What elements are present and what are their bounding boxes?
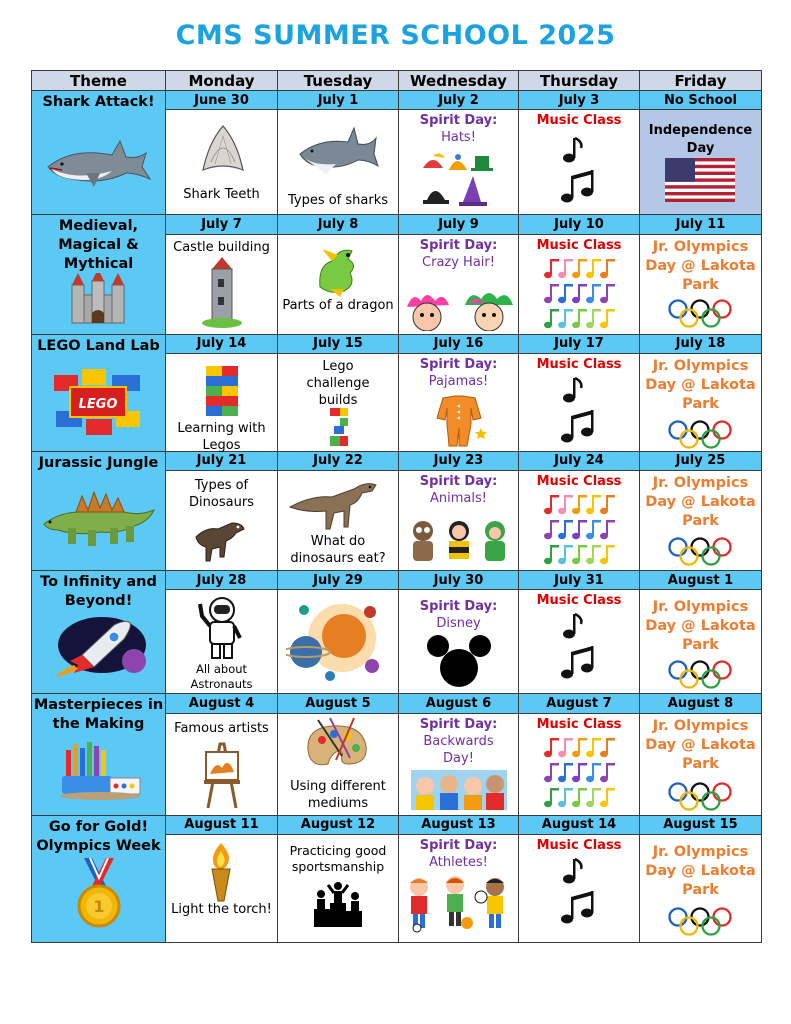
olympics-text: Jr. Olympics Day @ Lakota Park	[645, 843, 756, 898]
activity-text: Types of Dinosaurs	[189, 478, 254, 511]
spirit-day-text: Backwards Day!	[423, 733, 494, 766]
header-tuesday: Tuesday	[278, 71, 399, 91]
crazy-hair-icon	[405, 289, 515, 331]
theme-name: Jurassic Jungle	[38, 454, 159, 471]
holiday-text: Independence Day	[648, 123, 753, 157]
activity-text: Lego challenge builds	[306, 358, 370, 408]
music-class-label: Music Class	[536, 593, 622, 609]
thursday-cell	[519, 353, 640, 451]
olympics-text: Jr. Olympics Day @ Lakota Park	[645, 238, 756, 293]
olympic-rings-icon	[668, 782, 732, 812]
date: August 14	[519, 815, 640, 834]
music-notes-icon	[557, 610, 601, 682]
music-class-label: Music Class	[536, 716, 622, 732]
header-thursday: Thursday	[519, 71, 640, 91]
date: July 30	[399, 571, 519, 590]
activity-text: Practicing good sportsmanship	[289, 842, 387, 874]
date: July 18	[640, 334, 762, 353]
date: August 12	[278, 815, 399, 834]
week-3-date-row	[32, 334, 762, 353]
date: August 6	[399, 694, 519, 713]
music-class-label: Music Class	[536, 474, 622, 490]
week-2-date-row	[32, 215, 762, 234]
olympics-text: Jr. Olympics Day @ Lakota Park	[645, 475, 756, 530]
date: July 22	[278, 451, 399, 470]
monday-cell	[166, 110, 278, 215]
svg-text:LEGO: LEGO	[78, 396, 118, 412]
torch-icon	[206, 841, 236, 903]
spirit-day-text: Pajamas!	[428, 373, 489, 389]
date: July 28	[166, 571, 278, 590]
spirit-day-label: Spirit Day:	[419, 837, 498, 853]
wednesday-cell	[399, 234, 519, 334]
week-5-date-row	[32, 571, 762, 590]
monday-cell	[166, 353, 278, 451]
olympic-rings-icon	[668, 537, 732, 567]
spirit-day-text: Hats!	[441, 130, 476, 146]
thursday-cell	[519, 110, 640, 215]
activity-text: Learning with Legos	[177, 420, 266, 453]
tuesday-cell	[278, 110, 399, 215]
lego-bricks-icon	[328, 408, 350, 448]
monday-cell	[166, 590, 278, 694]
music-class-label: Music Class	[536, 237, 622, 253]
lego-tower-icon	[202, 364, 242, 418]
olympics-text: Jr. Olympics Day @ Lakota Park	[645, 599, 756, 654]
friday-cell	[640, 834, 762, 942]
date: July 24	[519, 451, 640, 470]
olympics-text: Jr. Olympics Day @ Lakota Park	[645, 357, 756, 412]
date: July 1	[278, 91, 399, 110]
date: June 30	[166, 91, 278, 110]
wednesday-cell	[399, 110, 519, 215]
friday-cell	[640, 234, 762, 334]
astronaut-icon	[198, 594, 244, 660]
spirit-day-label: Spirit Day:	[419, 237, 498, 253]
tuesday-cell	[278, 713, 399, 815]
tuesday-cell	[278, 834, 399, 942]
spirit-day-label: Spirit Day:	[419, 599, 498, 615]
theme-cell	[32, 451, 166, 570]
week-1-date-row	[32, 91, 762, 110]
theme-cell	[32, 334, 166, 451]
wednesday-cell	[399, 590, 519, 694]
date: July 8	[278, 215, 399, 234]
friday-cell	[640, 353, 762, 451]
schedule-table	[31, 70, 762, 943]
header-wednesday: Wednesday	[399, 71, 519, 91]
thursday-cell	[519, 471, 640, 571]
wednesday-cell	[399, 353, 519, 451]
theme-name: Masterpieces in the Making	[33, 697, 164, 733]
olympic-rings-icon	[668, 907, 732, 937]
date: August 5	[278, 694, 399, 713]
tuesday-cell	[278, 353, 399, 451]
colorful-notes-icon	[541, 491, 617, 565]
date: July 17	[519, 334, 640, 353]
activity-text: Types of sharks	[287, 193, 389, 209]
friday-cell	[640, 110, 762, 215]
thursday-cell	[519, 590, 640, 694]
spirit-day-text: Crazy Hair!	[422, 254, 495, 270]
shark-icon	[42, 133, 154, 193]
tower-icon	[200, 257, 244, 329]
date: August 4	[166, 694, 278, 713]
castle-icon	[70, 273, 126, 325]
activity-text: Parts of a dragon	[282, 297, 394, 313]
theme-cell	[32, 571, 166, 694]
friday-cell	[640, 471, 762, 571]
date: July 3	[519, 91, 640, 110]
thursday-cell	[519, 713, 640, 815]
art-supplies-icon	[56, 736, 142, 800]
monday-cell	[166, 713, 278, 815]
theme-name: Medieval, Magical & Mythical	[58, 218, 139, 273]
pajamas-icon	[429, 394, 489, 448]
date: July 23	[399, 451, 519, 470]
spirit-day-text: Disney	[436, 616, 481, 632]
header-friday: Friday	[640, 71, 762, 91]
spirit-day-text: Athletes!	[429, 854, 488, 870]
thursday-cell	[519, 234, 640, 334]
olympics-text: Jr. Olympics Day @ Lakota Park	[645, 717, 756, 772]
rocket-icon	[52, 615, 148, 679]
date: July 7	[166, 215, 278, 234]
date: July 11	[640, 215, 762, 234]
activity-text: All about Astronauts	[190, 662, 253, 692]
tuesday-cell	[278, 234, 399, 334]
date: July 15	[278, 334, 399, 353]
theme-name: To Infinity and Beyond!	[40, 574, 157, 610]
date: August 1	[640, 571, 762, 590]
activity-text: Light the torch!	[171, 901, 272, 917]
date: July 31	[519, 571, 640, 590]
date: July 16	[399, 334, 519, 353]
spirit-day-label: Spirit Day:	[419, 716, 498, 732]
friday-cell	[640, 590, 762, 694]
week-6-date-row	[32, 694, 762, 713]
spirit-day-label: Spirit Day:	[419, 113, 498, 129]
colorful-notes-icon	[541, 734, 617, 808]
header-monday: Monday	[166, 71, 278, 91]
backwards-kids-icon	[411, 770, 507, 810]
wednesday-cell	[399, 471, 519, 571]
theme-cell	[32, 91, 166, 215]
music-class-label: Music Class	[536, 113, 622, 129]
activity-text: Famous artists	[174, 720, 269, 736]
theme-name: Shark Attack!	[42, 94, 155, 111]
mickey-ears-icon	[427, 634, 491, 688]
date: August 11	[166, 815, 278, 834]
music-notes-icon	[557, 374, 601, 446]
olympic-rings-icon	[668, 420, 732, 450]
date: July 14	[166, 334, 278, 353]
monday-cell	[166, 471, 278, 571]
activity-text: Castle building	[173, 239, 270, 255]
date: July 10	[519, 215, 640, 234]
music-notes-icon	[557, 134, 601, 206]
music-class-label: Music Class	[536, 356, 622, 372]
theme-cell	[32, 215, 166, 334]
header-theme: Theme	[32, 71, 166, 91]
date: August 7	[519, 694, 640, 713]
page-title: CMS SUMMER SCHOOL 2025	[175, 20, 616, 51]
tuesday-cell	[278, 471, 399, 571]
shark-tooth-icon	[199, 122, 247, 174]
music-notes-icon	[557, 855, 601, 927]
shark-icon	[296, 124, 380, 186]
spirit-day-label: Spirit Day:	[419, 356, 498, 372]
theme-cell	[32, 694, 166, 815]
week-7-date-row	[32, 815, 762, 834]
activity-text: Using different mediums	[290, 778, 386, 811]
thursday-cell	[519, 834, 640, 942]
week-4-date-row	[32, 451, 762, 470]
theme-name: LEGO Land Lab	[37, 337, 160, 354]
colorful-notes-icon	[541, 255, 617, 329]
date: August 15	[640, 815, 762, 834]
gold-medal-icon	[76, 858, 122, 930]
date: July 29	[278, 571, 399, 590]
olympic-rings-icon	[668, 299, 732, 329]
t-rex-icon	[192, 517, 248, 565]
theme-cell	[32, 815, 166, 942]
stegosaurus-icon	[40, 484, 158, 548]
activity-text: What do dinosaurs eat?	[290, 534, 386, 567]
paint-palette-icon	[302, 716, 372, 774]
tuesday-cell	[278, 590, 399, 694]
music-class-label: Music Class	[536, 837, 622, 853]
dinosaur-icon	[288, 475, 388, 531]
date: No School	[640, 91, 762, 110]
activity-text: Shark Teeth	[183, 187, 260, 203]
header-row	[32, 71, 762, 91]
monday-cell	[166, 834, 278, 942]
svg-text:1: 1	[93, 896, 105, 916]
monday-cell	[166, 234, 278, 334]
date: July 25	[640, 451, 762, 470]
podium-icon	[312, 881, 364, 927]
date: July 2	[399, 91, 519, 110]
date: August 13	[399, 815, 519, 834]
lego-icon	[52, 367, 144, 437]
us-flag-icon	[665, 158, 735, 202]
dragon-icon	[310, 241, 366, 297]
solar-system-icon	[286, 594, 390, 686]
wednesday-cell	[399, 834, 519, 942]
date: August 8	[640, 694, 762, 713]
athletes-icon	[405, 875, 515, 933]
date: July 21	[166, 451, 278, 470]
wednesday-cell	[399, 713, 519, 815]
friday-cell	[640, 713, 762, 815]
date: July 9	[399, 215, 519, 234]
easel-icon	[200, 742, 244, 810]
spirit-day-label: Spirit Day:	[419, 474, 498, 490]
olympic-rings-icon	[668, 660, 732, 690]
spirit-day-text: Animals!	[430, 491, 487, 507]
animal-costumes-icon	[407, 519, 511, 565]
theme-name: Go for Gold! Olympics Week	[36, 818, 161, 854]
hats-icon	[421, 150, 497, 210]
